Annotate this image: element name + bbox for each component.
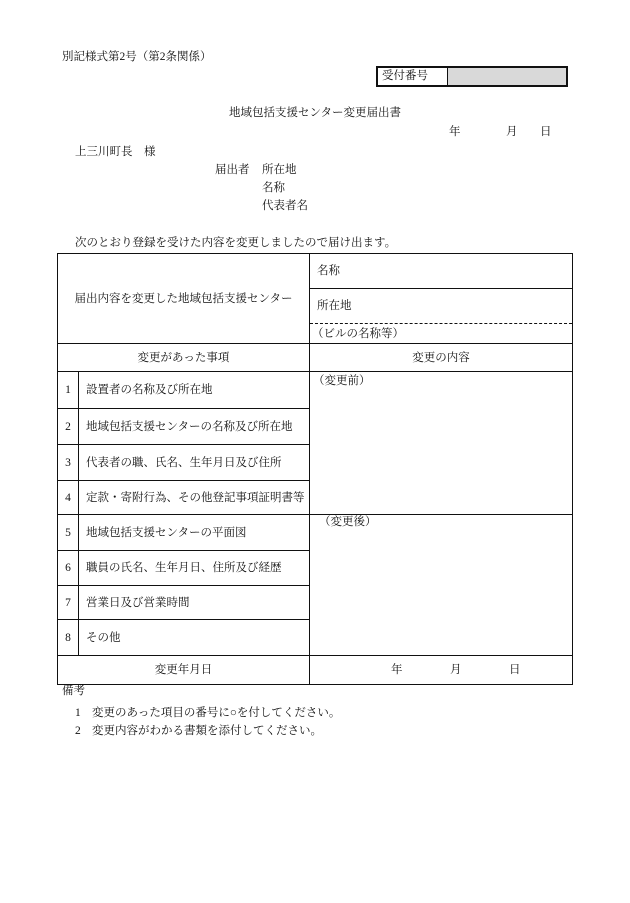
center-building-label: （ビルの名称等） [310, 324, 572, 344]
change-item-row [58, 515, 310, 551]
change-item-number: 6 [58, 551, 79, 585]
before-change-box [310, 372, 572, 515]
change-item-label: 地域包括支援センターの平面図 [86, 526, 247, 539]
change-date-year-label: 年 [391, 664, 403, 676]
change-item-row [58, 620, 310, 656]
change-item-row [58, 481, 310, 515]
after-change-box [310, 515, 572, 656]
change-item-label: 営業日及び営業時間 [86, 596, 190, 609]
change-item-label: 職員の氏名、生年月日、住所及び経歴 [86, 562, 282, 574]
change-date-day-label: 日 [509, 664, 521, 676]
applicant-address-label: 所在地 [262, 164, 297, 176]
receipt-number-field [448, 68, 566, 85]
change-item-label: その他 [86, 631, 121, 644]
form-title: 地域包括支援センター変更届出書 [228, 107, 402, 119]
intro-text: 次のとおり登録を受けた内容を変更しましたので届け出ます。 [75, 237, 397, 249]
after-change-label: （変更後） [319, 516, 377, 528]
change-content-header: 変更の内容 [310, 344, 572, 372]
changed-items-header: 変更があった事項 [58, 344, 310, 372]
note-number: 2 [75, 725, 81, 737]
change-item-row [58, 551, 310, 586]
change-date-field [310, 656, 572, 684]
change-item-number: 7 [58, 586, 79, 619]
change-date-label: 変更年月日 [58, 656, 310, 684]
change-item-number: 5 [58, 515, 79, 550]
change-item-number: 4 [58, 481, 79, 514]
change-item-row [58, 586, 310, 620]
change-item-number: 2 [58, 409, 79, 444]
note-text: 変更内容がわかる書類を添付してください。 [92, 725, 322, 737]
change-table [57, 253, 573, 685]
center-label: 届出内容を変更した地域包括支援センター [58, 254, 310, 344]
change-item-row [58, 372, 310, 409]
change-item-label: 代表者の職、氏名、生年月日及び住所 [86, 456, 282, 469]
note-text: 変更のあった項目の番号に○を付してください。 [92, 707, 341, 719]
before-change-label: （変更前） [313, 375, 371, 387]
note-number: 1 [75, 707, 81, 719]
date-month-label: 月 [506, 126, 518, 138]
date-year-label: 年 [449, 126, 461, 138]
change-date-month-label: 月 [450, 664, 462, 676]
receipt-number-box [376, 66, 568, 87]
change-item-number: 3 [58, 445, 79, 480]
center-address-label: 所在地 [310, 289, 572, 324]
center-name-label: 名称 [310, 254, 572, 289]
change-item-row [58, 409, 310, 445]
form-number: 別記様式第2号（第2条関係） [62, 51, 212, 63]
notes-title: 備考 [62, 685, 85, 697]
addressee: 上三川町長 様 [75, 146, 156, 158]
change-item-row [58, 445, 310, 481]
applicant-representative-label: 代表者名 [262, 200, 308, 212]
receipt-number-label: 受付番号 [378, 68, 448, 85]
change-item-number: 8 [58, 620, 79, 655]
change-item-label: 地域包括支援センターの名称及び所在地 [86, 420, 293, 433]
change-item-label: 設置者の名称及び所在地 [86, 384, 213, 396]
change-item-label: 定款・寄附行為、その他登記事項証明書等 [86, 491, 305, 504]
applicant-name-label: 名称 [262, 182, 285, 194]
change-item-number: 1 [58, 372, 79, 408]
date-day-label: 日 [540, 126, 552, 138]
applicant-label: 届出者 [215, 164, 250, 176]
